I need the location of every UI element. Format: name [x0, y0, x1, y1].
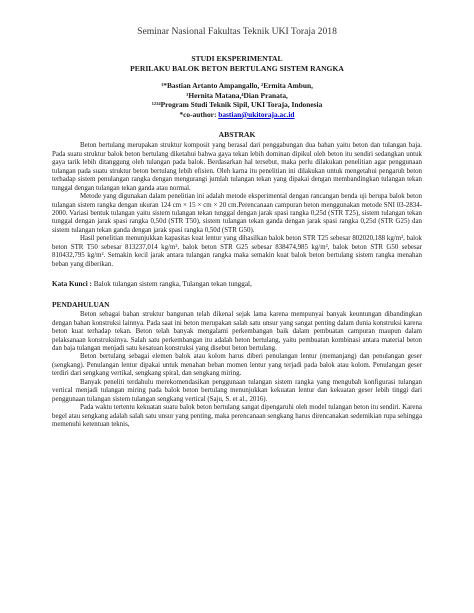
intro-paragraph: Pada waktu tertentu kekuatan suatu balok beton bertulang sangat dipengaruhi oleh model tulangan beton itu sendiri. Karena begel atau sengkang adalah salah satu unsur yang penting, maka perencanaan sengkang harus direncanakan sedemikian rupa sehingga memenuhi ketentuan teknis, [52, 404, 422, 429]
corresponding-label: *co-author: [179, 109, 219, 119]
abstract-heading: ABSTRAK [218, 130, 256, 140]
keywords-text: Balok tulangan sistem rangka, Tulangan tekan tunggal, [93, 280, 252, 289]
intro-paragraph: Beton bertulang sebagai elemen balok atau kolom harus diberi penulangan lentur (memanjang) dan penulangan geser (sengkang). Penulangan lentur dipakai untuk menahan beban momen lentur yang terjadi pada balok atau kolom. Penulangan geser terdiri dari sengkang vertikal, sengkang spiral, dan sengkang miring. [52, 353, 422, 378]
title-line-1: STUDI EKSPERIMENTAL [191, 54, 283, 63]
paper-title [52, 54, 422, 74]
affiliation-line: ¹²³⁴Program Studi Teknik Sipil, UKI Toraja, Indonesia [151, 100, 323, 110]
abstract-paragraph: Hasil penelitian menunjukkan kapasitas kuat lentur yang dihasilkan balok beton STR T25 sebesar 802020,188 kg/m², balok beton STR T50 sebesar 813237,014 kg/m², balok beton STR G25 sebesar 838474,985 kg/m², balok beton STR G50 sebesar 810432,795 kg/m². Semakin kecil jarak antara tulangan rangka maka semakin kuat balok beton bertulang sistem rangka menahan beban yang diberikan. [52, 235, 422, 268]
title-line-2: PERILAKU BALOK BETON BERTULANG SISTEM RANGKA [130, 64, 344, 73]
running-header: Seminar Nasional Fakultas Teknik UKI Toraja 2018 [137, 26, 337, 37]
intro-paragraph: Beton sebagai bahan struktur bangunan telah dikenal sejak lama karena mempunyai banyak keuntungan dibandingkan dengan bahan konstruksi lainnya. Pada saat ini beton merupakan salah satu unsur yang sangat penting dalam dunia konstruksi karena beton kuat terhadap tekan. Beton telah banyak mengalami perkembangan baik dalam pembuatan campuran maupun dalam pelaksanaan konstruksinya. Salah satu perkembangan itu adalah beton bertulang, yaitu pembuatan kombinasi antara material beton dan baja tulangan menjadi satu kesatuan konstruksi yang disebut beton bertulang. [52, 311, 422, 352]
authors-line-2: ³Hernita Matana,⁴Dian Pranata, [186, 90, 288, 100]
corresponding-author [52, 110, 422, 120]
authors-line-1: ¹*Bastian Artanto Ampangallo, ²Ermita Ambun, [161, 81, 313, 90]
intro-paragraph: Banyak peneliti terdahulu merekomendasikan penggunaan tulangan sistem rangka yang mengubah konfigurasi tulangan vertical menjadi tulangan miring pada balok beton bertulang menunjukkan kekuatan lentur dan kekuatan geser lebih tinggi dari penggunaan tulangan sistem tulangan sengkang vertical (Saju, S. et al., 2016). [52, 378, 422, 403]
introduction-body [52, 311, 422, 429]
author-email-link[interactable]: bastian@ukitoraja.ac.id [218, 109, 295, 119]
section-heading-introduction: PENDAHULUAN [52, 300, 110, 310]
keywords-line [52, 280, 422, 289]
abstract-body [52, 142, 422, 269]
keywords-label: Kata Kunci : [52, 280, 94, 289]
abstract-paragraph: Beton bertulang merupakan struktur komposit yang berasal dari penggabungan dua bahan yaitu beton dan tulangan baja. Pada suatu struktur balok beton bertulang diketahui bahwa gaya tekan lebih dominan dipikul oleh beton itu sendiri sedangkan untuk gaya tarik lebih ditanggung oleh tulangan pada balok. Berdasarkan hal tersebut, maka perlu dilakukan penelitian agar penggunaan tulangan pada suatu struktur beton bertulang lebih efisien. Oleh karna itu penelitian ini dilakukan untuk mengetahui pengaruh beton terhadap sistem penulangan rangka dengan mengurangi jumlah tulangan tekan yang dipakai dengan membandingkan tulangan tekan tunggal dengan tulangan tekan ganda atau normal. [52, 142, 422, 192]
abstract-paragraph: Metode yang digunakan dalam penelitian ini adalah metode eksperimental dengan rancangan benda uji berupa balok beton tulangan sistem rangka dengan ukuran 124 cm × 15 × cm × 20 cm.Perencanaan campuran beton menggunakan metode SNI 03-2834-2000. Variasi bentuk tulangan yaitu sistem tulangan tekan tunggal dengan jarak spasi rangka 0,25d (STR T25), sistem tulangan tekan tunggal dengan jarak spasi rangka 0,50d (STR T50), sistem tulangan tekan ganda dengan jarak spasi rangka 0,25d (STR G25) dan sistem tulangan tekan ganda dengan jarak spasi rangka 0,50d (STR G50). [52, 193, 422, 234]
author-block [52, 81, 422, 119]
